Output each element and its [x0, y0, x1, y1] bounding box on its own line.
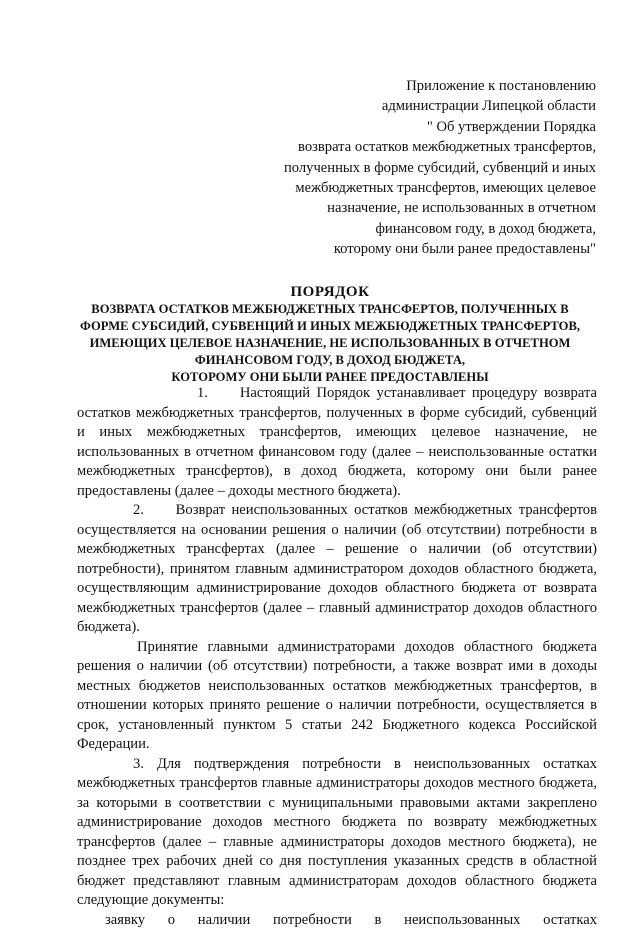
appendix-line: назначение, не использованных в отчетном	[256, 198, 596, 218]
title-subtitle-line: ВОЗВРАТА ОСТАТКОВ МЕЖБЮДЖЕТНЫХ ТРАНСФЕРТОВ, ПОЛУЧЕННЫХ В	[60, 301, 600, 318]
paragraph-text: Для подтверждения потребности в неиспользованных остатках межбюджетных трансфертов главные администраторы доходов местного бюджета, за которыми в соответствии с муниципальными правовыми актами закреплено администрирование доходов местного бюджета по возврату межбюджетных трансфертов (далее – главные администраторы доходов местного бюджета), не позднее трех рабочих дней со дня поступления указанных средств в областной бюджет представляют главным администраторам доходов областного бюджета следующие документы:	[77, 756, 597, 909]
title-subtitle	[60, 301, 600, 386]
paragraph-text: Настоящий Порядок устанавливает процедуру возврата остатков межбюджетных трансфертов, полученных в форме субсидий, субвенций и иных межбюджетных трансфертов, имеющих целевое назначение, не использованных в отчетном финансовом году (далее – неиспользованные остатки межбюджетных трансфертов), в доход бюджета, которому они были ранее предоставлены (далее – доходы местного бюджета).	[77, 385, 597, 499]
title-subtitle-line: ФИНАНСОВОМ ГОДУ, В ДОХОД БЮДЖЕТА,	[60, 352, 600, 369]
paragraph-2-continued	[77, 638, 597, 755]
appendix-line: возврата остатков межбюджетных трансфертов,	[256, 137, 596, 157]
appendix-line: полученных в форме субсидий, субвенций и иных	[256, 158, 596, 178]
paragraph-number: 2.	[105, 501, 144, 521]
title-subtitle-line: ИМЕЮЩИХ ЦЕЛЕВОЕ НАЗНАЧЕНИЕ, НЕ ИСПОЛЬЗОВАННЫХ В ОТЧЕТНОМ	[60, 335, 600, 352]
paragraph-1	[77, 384, 597, 501]
appendix-line: межбюджетных трансфертов, имеющих целевое	[256, 178, 596, 198]
title-subtitle-line: КОТОРОМУ ОНИ БЫЛИ РАНЕЕ ПРЕДОСТАВЛЕНЫ	[60, 369, 600, 386]
title-subtitle-line: ФОРМЕ СУБСИДИЙ, СУБВЕНЦИЙ И ИНЫХ МЕЖБЮДЖЕТНЫХ ТРАНСФЕРТОВ,	[60, 318, 600, 335]
appendix-line: " Об утверждении Порядка	[256, 117, 596, 137]
paragraph-text: Возврат неиспользованных остатков межбюджетных трансфертов осуществляется на основании решения о наличии (об отсутствии) потребности в межбюджетных трансфертах (далее – решение о наличии (об отсутствии) потребности), принятом главным администратором доходов областного бюджета, осуществляющим администрирование доходов областного бюджета от возврата межбюджетных трансфертов (далее – главный администратор доходов областного бюджета).	[77, 502, 597, 635]
appendix-line: которому они были ранее предоставлены"	[256, 239, 596, 259]
title-main: ПОРЯДОК	[60, 283, 600, 301]
paragraph-number: 1.	[137, 384, 208, 404]
paragraph-2	[77, 501, 597, 638]
paragraph-number: 3.	[105, 755, 144, 775]
paragraph-text: заявку о наличии потребности в неиспользованных остатках	[105, 912, 597, 928]
appendix-line: Приложение к постановлению	[256, 76, 596, 96]
paragraph-3-item	[77, 911, 597, 930]
paragraph-text: Принятие главными администраторами доходов областного бюджета решения о наличии (об отсутствии) потребности, а также возврат ими в доходы местных бюджетов неиспользованных остатков межбюджетных трансфертов, в отношении которых принято решение о наличии потребности, осуществляется в срок, установленный пунктом 5 статьи 242 Бюджетного кодекса Российской Федерации.	[77, 639, 597, 753]
appendix-line: финансовом году, в доход бюджета,	[256, 219, 596, 239]
paragraph-3	[77, 755, 597, 911]
appendix-line: администрации Липецкой области	[256, 96, 596, 116]
document-title	[60, 283, 600, 386]
appendix-header	[256, 76, 596, 260]
document-body	[77, 384, 597, 930]
